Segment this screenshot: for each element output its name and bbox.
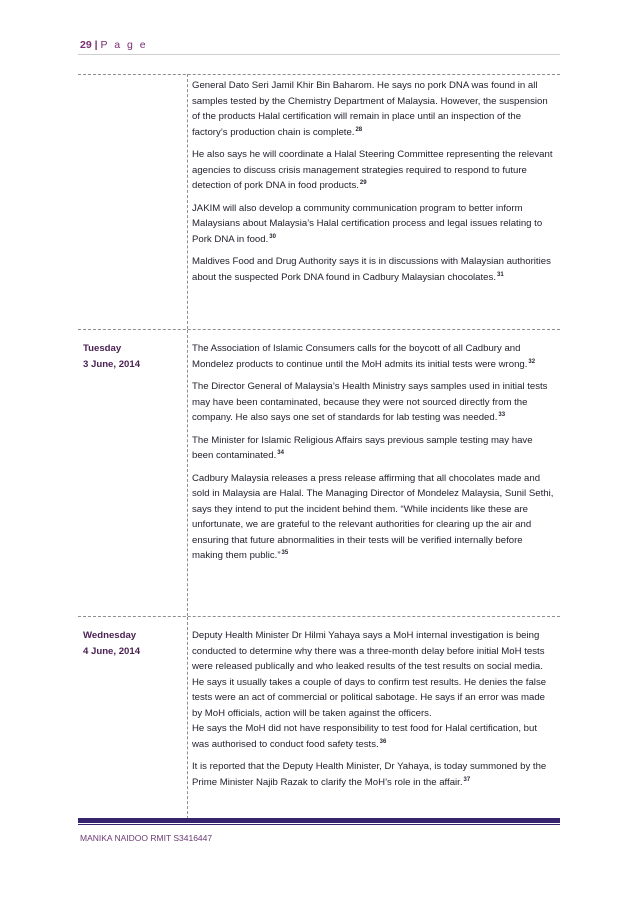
paragraph: The Minister for Islamic Religious Affairs says previous sample testing may have been contaminated.$^{34}$ — [192, 434, 533, 461]
date-day: Wednesday — [83, 630, 137, 641]
date-full: 4 June, 2014 — [83, 645, 141, 657]
table-row — [78, 74, 560, 329]
row-content — [192, 617, 555, 790]
paragraph: Cadbury Malaysia releases a press release affirming that all chocolates made and sold in Malaysia are Halal. The Managing Director of Mondelez Malaysia, Sunil Sethi, says they intend to put the incident behind them. “While incidents like these are unfortunate, we are grateful to the relevant authorities for clearing up the air and ensuring that future abnormalities in their tests will be verified internally before making them public.”$^{35}$ — [192, 472, 554, 561]
paragraph: The Director General of Malaysia’s Health Ministry says samples used in initial tests may have been contaminated, because they were not sourced directly from the company. He also says one set of standards for lab testing was needed.$^{33}$ — [192, 381, 548, 423]
footer-bar — [78, 818, 560, 823]
paragraph: He also says he will coordinate a Halal Steering Committee representing the relevant agencies to discuss crisis management strategies required to respond to future detection of pork DNA in food products.$^{29}$ — [192, 149, 553, 191]
date-full: 3 June, 2014 — [83, 358, 141, 370]
header-separator: | — [94, 39, 98, 51]
column-divider — [187, 330, 188, 616]
row-content — [192, 330, 555, 564]
column-divider — [187, 617, 188, 819]
paragraph: JAKIM will also develop a community communication program to better inform Malaysians about Malaysia’s Halal certification process and legal issues relating to Pork DNA in food.$^{30}$ — [192, 202, 543, 245]
row-date — [83, 341, 140, 372]
paragraph: Maldives Food and Drug Authority says it is in discussions with Malaysian authorities about the suspected Pork DNA found in Cadbury Malaysian chocolates.$^{31}$ — [192, 256, 551, 283]
page-header — [80, 39, 148, 51]
table-row — [78, 616, 560, 819]
header-rule — [78, 54, 560, 55]
paragraph: He says the MoH did not have responsibility to test food for Halal certification, but was authorised to conduct food safety tests.$^{36}$ — [192, 723, 538, 750]
paragraph: The Association of Islamic Consumers calls for the boycott of all Cadbury and Mondelez products to continue until the MoH admits its initial tests were wrong.$^{32}$ — [192, 343, 536, 370]
page-number: 29 — [80, 39, 92, 51]
paragraph: General Dato Seri Jamil Khir Bin Baharom. He says no pork DNA was found in all samples tested by the Chemistry Department of Malaysia. However, the suspension of the products Halal certification will remain in place until an inspection of the factory’s production chain is complete.$^{28}$ — [192, 80, 548, 138]
row-content — [192, 74, 555, 285]
date-day: Tuesday — [83, 343, 122, 354]
page-word: P a g e — [100, 39, 148, 51]
footer-text: MANIKA NAIDOO RMIT S3416447 — [80, 833, 213, 843]
paragraph: Deputy Health Minister Dr Hilmi Yahaya says a MoH internal investigation is being conducted to determine why there was a three-month delay before initial MoH tests were released publically and who leaked results of the test results on social media. He says it usually takes a couple of days to confirm test results. He denies the false tests were an act of commercial or political sabotage. He says if an error was made by MoH officials, action will be taken against the officers. — [192, 630, 547, 719]
column-divider — [187, 74, 188, 329]
paragraph: It is reported that the Deputy Health Minister, Dr Yahaya, is today summoned by the Prime Minister Najib Razak to clarify the MoH’s role in the affair.$^{37}$ — [192, 761, 547, 788]
table-row — [78, 329, 560, 616]
timeline-table — [78, 74, 560, 819]
row-date — [83, 628, 140, 659]
